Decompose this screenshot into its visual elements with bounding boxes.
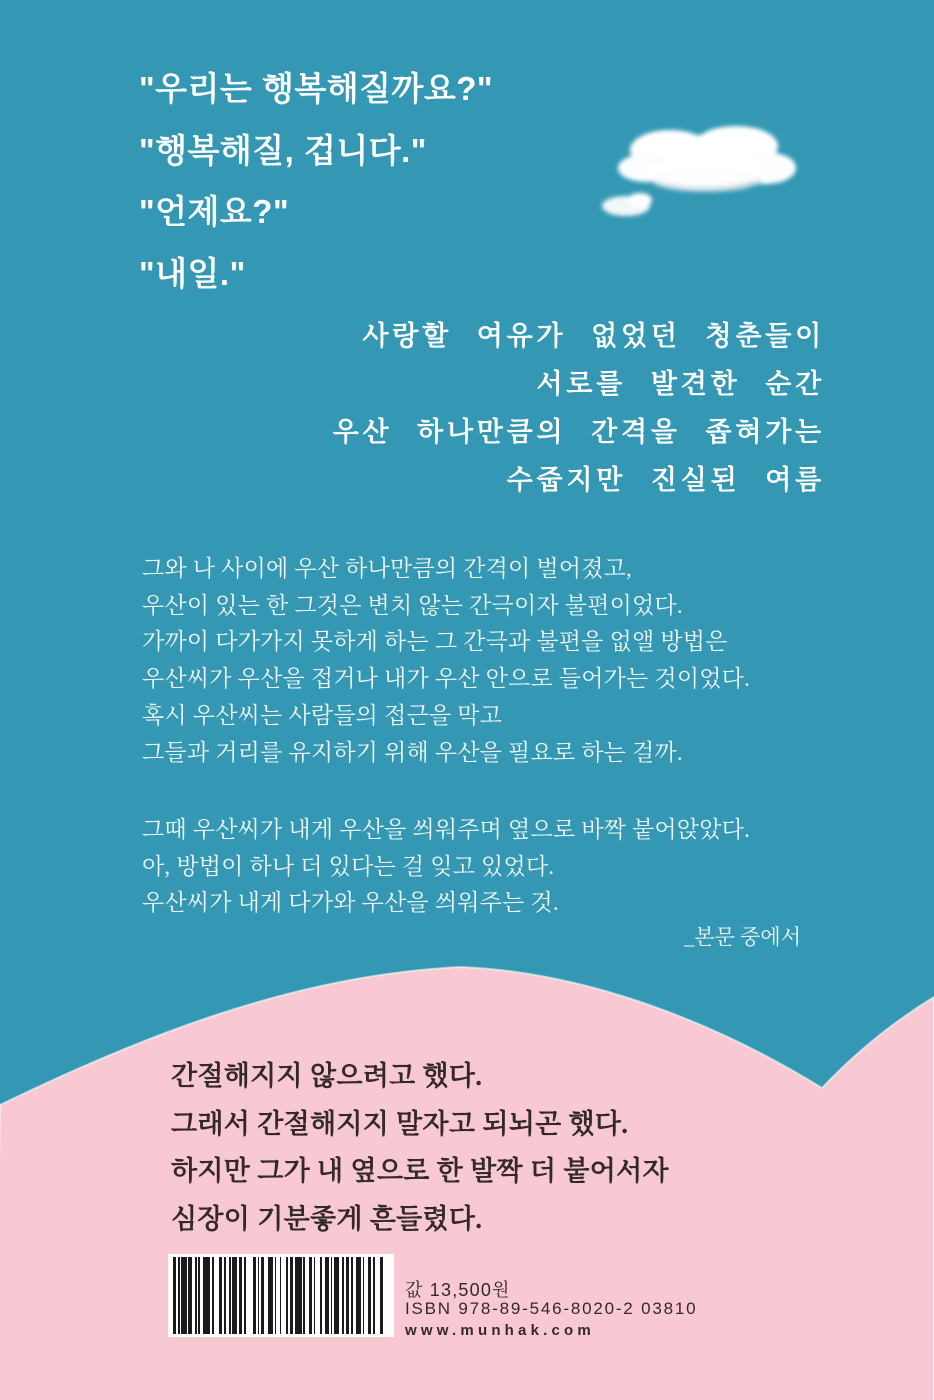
blurb bbox=[171, 1053, 669, 1243]
text-line: 서로를 발견한 순간 bbox=[536, 369, 825, 399]
price-label: 값 13,500원 bbox=[405, 1280, 511, 1300]
text-line: 가까이 다가가지 못하게 하는 그 간극과 불편을 없앨 방법은 bbox=[142, 629, 728, 655]
website-label: www.munhak.com bbox=[405, 1322, 595, 1339]
cloud-image bbox=[588, 120, 808, 230]
barcode-bars bbox=[173, 1257, 389, 1334]
text-line: 아, 방법이 하나 더 있다는 걸 잊고 있었다. bbox=[142, 853, 555, 879]
excerpt-paragraph-2 bbox=[142, 812, 750, 922]
text-line: 심장이 기분좋게 흔들렸다. bbox=[171, 1203, 483, 1234]
text-line: 우산이 있는 한 그것은 변치 않는 간극이자 불편이었다. bbox=[142, 592, 683, 618]
barcode-gap bbox=[246, 1257, 253, 1334]
excerpt-attribution: _본문 중에서 bbox=[683, 925, 801, 949]
text-line: 그래서 간절해지지 말자고 되뇌곤 했다. bbox=[171, 1108, 629, 1139]
text-line: 하지만 그가 내 옆으로 한 발짝 더 붙어서자 bbox=[171, 1156, 669, 1186]
text-line: 그때 우산씨가 내게 우산을 씌워주며 옆으로 바짝 붙어앉았다. bbox=[142, 817, 751, 842]
barcode-bar bbox=[295, 1257, 302, 1334]
text-line: 우산씨가 내게 다가와 우산을 씌워주는 것. bbox=[142, 890, 559, 916]
tagline bbox=[333, 312, 825, 504]
text-line: 혹시 우산씨는 사람들의 접근을 막고 bbox=[142, 702, 503, 728]
barcode-bar bbox=[203, 1257, 210, 1334]
text-line: 사랑할 여유가 없었던 청춘들이 bbox=[362, 321, 825, 351]
text-line: 우산씨가 우산을 접거나 내가 우산 안으로 들어가는 것이었다. bbox=[142, 666, 751, 692]
barcode bbox=[168, 1254, 394, 1337]
isbn-label: ISBN 978-89-546-8020-2 03810 bbox=[405, 1299, 698, 1318]
text-line: "언제요?" bbox=[139, 193, 290, 230]
barcode-gap bbox=[383, 1257, 385, 1334]
text-line: 수줍지만 진실된 여름 bbox=[506, 465, 825, 495]
dialogue-quotes bbox=[139, 58, 493, 304]
text-line: "우리는 행복해질까요?" bbox=[139, 70, 494, 107]
text-line: 우산 하나만큼의 간격을 좁혀가는 bbox=[332, 417, 825, 447]
excerpt-paragraph-1 bbox=[142, 551, 750, 771]
text-line: 그들과 거리를 유지하기 위해 우산을 필요로 하는 걸까. bbox=[142, 739, 683, 765]
text-line: 그와 나 사이에 우산 하나만큼의 간격이 벌어졌고, bbox=[142, 556, 633, 581]
text-line: "행복해질, 겁니다." bbox=[139, 131, 427, 169]
text-line: 간절해지지 않으려고 했다. bbox=[171, 1061, 483, 1091]
text-line: "내일." bbox=[139, 254, 246, 292]
